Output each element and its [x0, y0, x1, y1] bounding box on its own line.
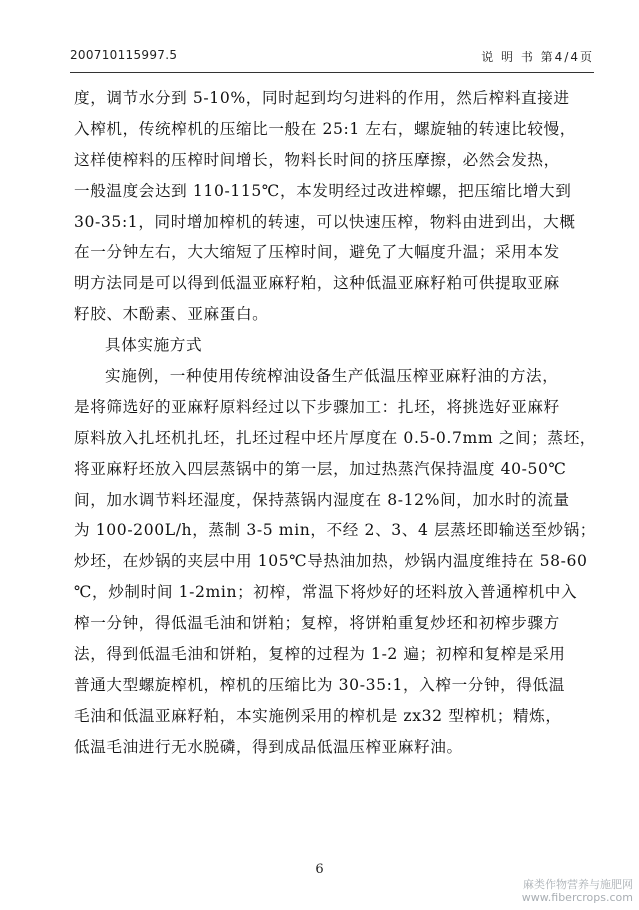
- document-body: [74, 83, 604, 763]
- body-line-6: 在一分钟左右，大大缩短了压榨时间，避免了大幅度升温；采用本发: [74, 243, 560, 262]
- header-divider: [70, 72, 594, 73]
- body-line-5: 30-35:1，同时增加榨机的转速，可以快速压榨，物料由进到出，大概: [74, 212, 576, 231]
- body-line-13: 将亚麻籽坯放入四层蒸锅中的第一层，加过热蒸汽保持温度 40-50℃: [74, 459, 567, 478]
- body-line-19: 法，得到低温毛油和饼粕，复榨的过程为 1-2 遍；初榨和复榨是采用: [74, 645, 566, 664]
- document-id: 200710115997.5: [70, 48, 178, 62]
- body-line-18: 榨一分钟，得低温毛油和饼粕；复榨，将饼粕重复炒坯和初榨步骤方: [74, 614, 560, 633]
- page-number: 6: [315, 862, 324, 877]
- body-line-16: 炒坯，在炒锅的夹层中用 105℃导热油加热，炒锅内温度维持在 58-60: [74, 552, 588, 571]
- header-section-page: 说 明 书 第4/4页: [481, 50, 594, 64]
- body-line-14: 间，加水调节料坯湿度，保持蒸锅内湿度在 8-12%间，加水时的流量: [74, 490, 570, 509]
- site-watermark: [522, 878, 633, 904]
- body-line-21: 毛油和低温亚麻籽粕，本实施例采用的榨机是 zx32 型榨机；精炼，: [74, 706, 562, 725]
- body-line-1: 度，调节水分到 5-10%，同时起到均匀进料的作用，然后榨料直接进: [74, 89, 570, 107]
- body-line-10: 实施例，一种使用传统榨油设备生产低温压榨亚麻籽油的方法，: [105, 367, 559, 386]
- body-line-4: 一般温度会达到 110-115℃，本发明经过改进榨螺，把压缩比增大到: [74, 181, 572, 200]
- body-line-11: 是将筛选好的亚麻籽原料经过以下步骤加工：扎坯，将挑选好亚麻籽: [74, 397, 560, 416]
- watermark-url: www.fibercrops.com: [521, 891, 633, 904]
- body-line-12: 原料放入扎坯机扎坯，扎坯过程中坯片厚度在 0.5-0.7mm 之间；蒸坯，: [74, 428, 596, 447]
- page-header: [70, 48, 594, 66]
- body-line-3: 这样使榨料的压榨时间增长，物料长时间的挤压摩擦，必然会发热，: [74, 150, 560, 169]
- body-line-7: 明方法同是可以得到低温亚麻籽粕，这种低温亚麻籽粕可供提取亚麻: [74, 274, 560, 293]
- body-line-20: 普通大型螺旋榨机，榨机的压缩比为 30-35:1，入榨一分钟，得低温: [74, 675, 565, 694]
- watermark-site-name: 麻类作物营养与施肥网: [523, 878, 633, 891]
- body-line-22: 低温毛油进行无水脱磷，得到成品低温压榨亚麻籽油。: [74, 737, 463, 756]
- body-line-15: 为 100-200L/h，蒸制 3-5 min，不经 2、3、4 层蒸坯即输送至炒锅；: [74, 521, 597, 540]
- body-line-17: ℃，炒制时间 1-2min；初榨，常温下将炒好的坯料放入普通榨机中入: [74, 583, 578, 602]
- section-heading: 具体实施方式: [105, 336, 203, 355]
- body-line-8: 籽胶、木酚素、亚麻蛋白。: [74, 305, 269, 324]
- body-line-2: 入榨机，传统榨机的压缩比一般在 25:1 左右，螺旋轴的转速比较慢，: [74, 119, 576, 138]
